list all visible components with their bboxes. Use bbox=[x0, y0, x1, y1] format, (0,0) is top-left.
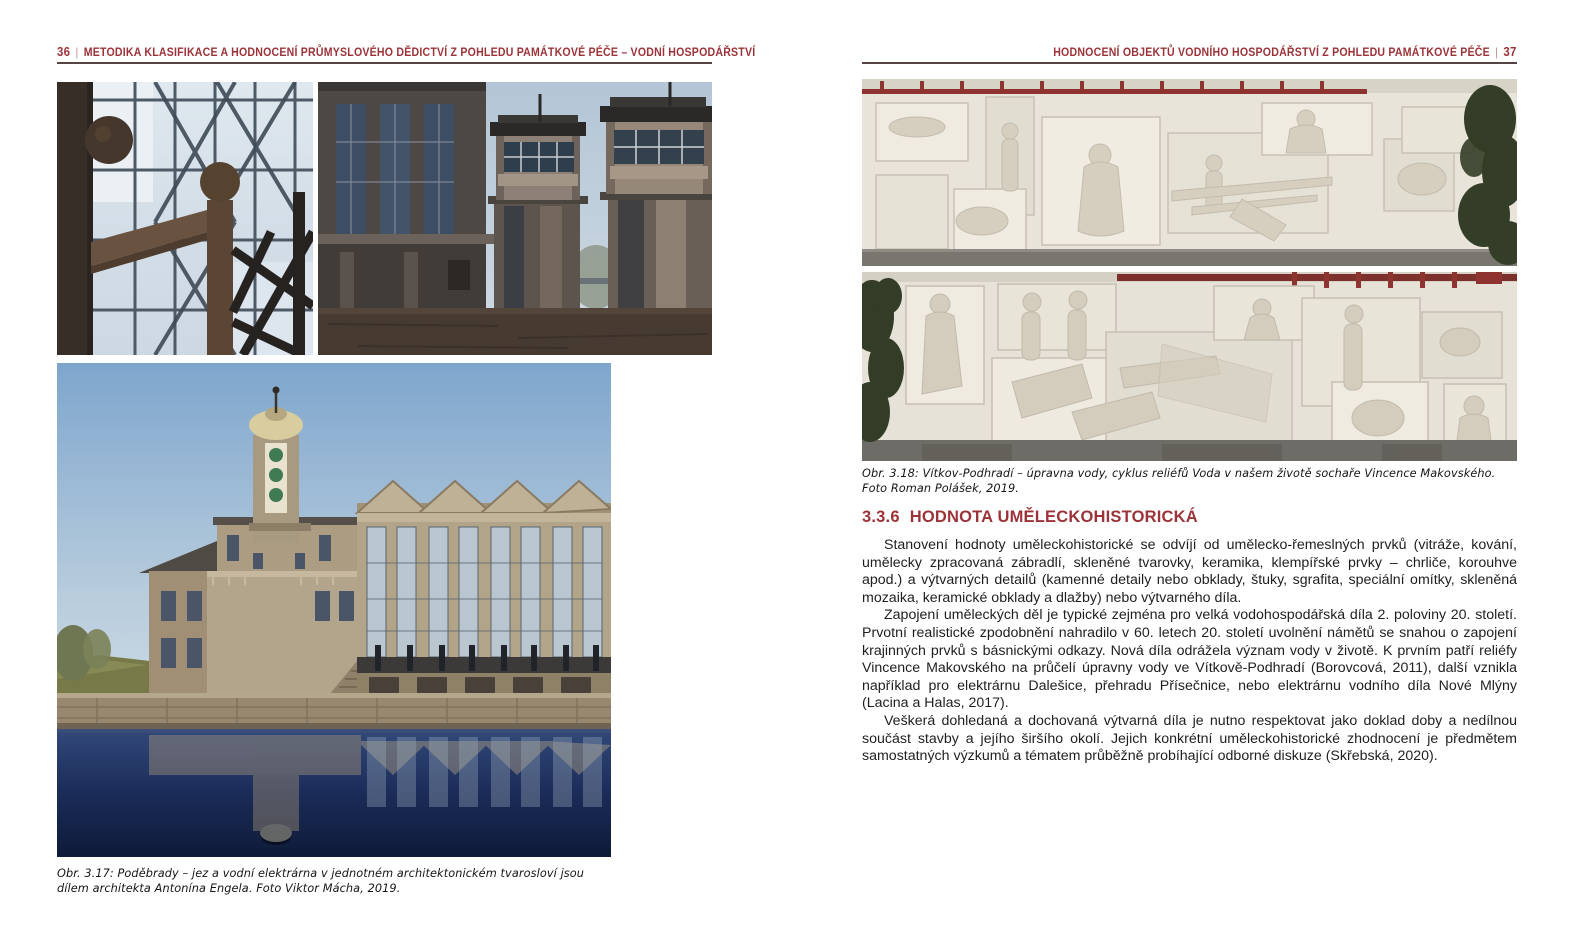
relief-wall-lower-photo bbox=[862, 272, 1517, 461]
relief-wall-upper-photo bbox=[862, 79, 1517, 266]
relief-wall-lower-illustration bbox=[862, 272, 1517, 461]
paragraph-2: Zapojení uměleckých děl je typické zejména pro velká vodohospodářská díla 2. poloviny 20. století. Prvotní realistické zpodobnění nahradilo v 60. letech 20. století uvolnění námětů se snahou o zapojení krajinných prvků s básnickými odkazy. Nová díla odrážela význam vody v životě. K prvním patří reliéfy Vincence Makovského na průčelí úpravny vody ve Vítkově-Podhradí (Borovcová, 2011), další vznikla například pro elektrárnu Dalešice, přehradu Přísečnice, nebo elektrárnu vodního díla Nové Mlýny (Lacina a Halas, 2017). bbox=[862, 607, 1517, 712]
section-heading bbox=[862, 508, 1517, 527]
body-text-column bbox=[862, 537, 1517, 766]
caption-obr-3-17: Obr. 3.17: Poděbrady – jez a vodní elektrárna v jednotném architektonickém tvarosloví jsou dílem architekta Antonína Engela. Foto Viktor Mácha, 2019. bbox=[57, 867, 585, 895]
section-number: 3.3.6 bbox=[862, 508, 900, 526]
header-title-right: HODNOCENÍ OBJEKTŮ VODNÍHO HOSPODÁŘSTVÍ Z POHLEDU PAMÁTKOVÉ PÉČE bbox=[1053, 45, 1491, 59]
page-number-left: 36 bbox=[57, 44, 71, 59]
running-head-right bbox=[1054, 44, 1517, 59]
weir-towers-photo bbox=[318, 82, 712, 355]
header-title-left: METODIKA KLASIFIKACE A HODNOCENÍ PRŮMYSLOVÉHO DĚDICTVÍ Z POHLEDU PAMÁTKOVÉ PÉČE – VODNÍ HOSPODÁŘSTVÍ bbox=[83, 45, 756, 59]
paragraph-3: Veškerá dohledaná a dochovaná výtvarná díla je nutno respektovat jako doklad doby a nedílnou součást stavby a jejího širšího okolí. Jejich konkrétní uměleckohistorické zhodnocení je předmětem samostatných výzkumů a tématem průběžně probíhající odborné diskuze (Skřebská, 2020). bbox=[862, 712, 1517, 765]
header-divider-left: | bbox=[75, 45, 79, 59]
header-rule-left bbox=[57, 62, 712, 64]
podebrady-power-plant-photo bbox=[57, 363, 611, 857]
window-lattice-detail-photo bbox=[57, 82, 313, 355]
header-divider-right: | bbox=[1495, 45, 1499, 59]
window-lattice-detail-illustration bbox=[57, 82, 313, 355]
section-title: HODNOTA UMĚLECKOHISTORICKÁ bbox=[909, 508, 1198, 526]
header-rule-right bbox=[862, 62, 1517, 64]
page-number-right: 37 bbox=[1503, 44, 1517, 59]
caption-obr-3-18: Obr. 3.18: Vítkov-Podhradí – úpravna vody, cyklus reliéfů Voda v našem životě sochaře Vincence Makovského. Foto Roman Polášek, 2019. bbox=[862, 467, 1496, 495]
running-head-left bbox=[57, 44, 755, 59]
podebrady-power-plant-illustration bbox=[57, 363, 611, 857]
relief-wall-upper-illustration bbox=[862, 79, 1517, 266]
paragraph-1: Stanovení hodnoty uměleckohistorické se odvíjí od umělecko-řemeslných prvků (vitráže, kování, umělecky zpracovaná zábradlí, skleněné tvarovky, keramika, klempířské prvky – chrliče, korouhve apod.) a výtvarných detailů (kamenné detaily nebo obklady, štuky, sgrafita, speciální omítky, skleněná mozaika, keramické obklady a dlažby) nebo výtvarného díla. bbox=[862, 537, 1517, 606]
weir-towers-illustration bbox=[318, 82, 712, 355]
